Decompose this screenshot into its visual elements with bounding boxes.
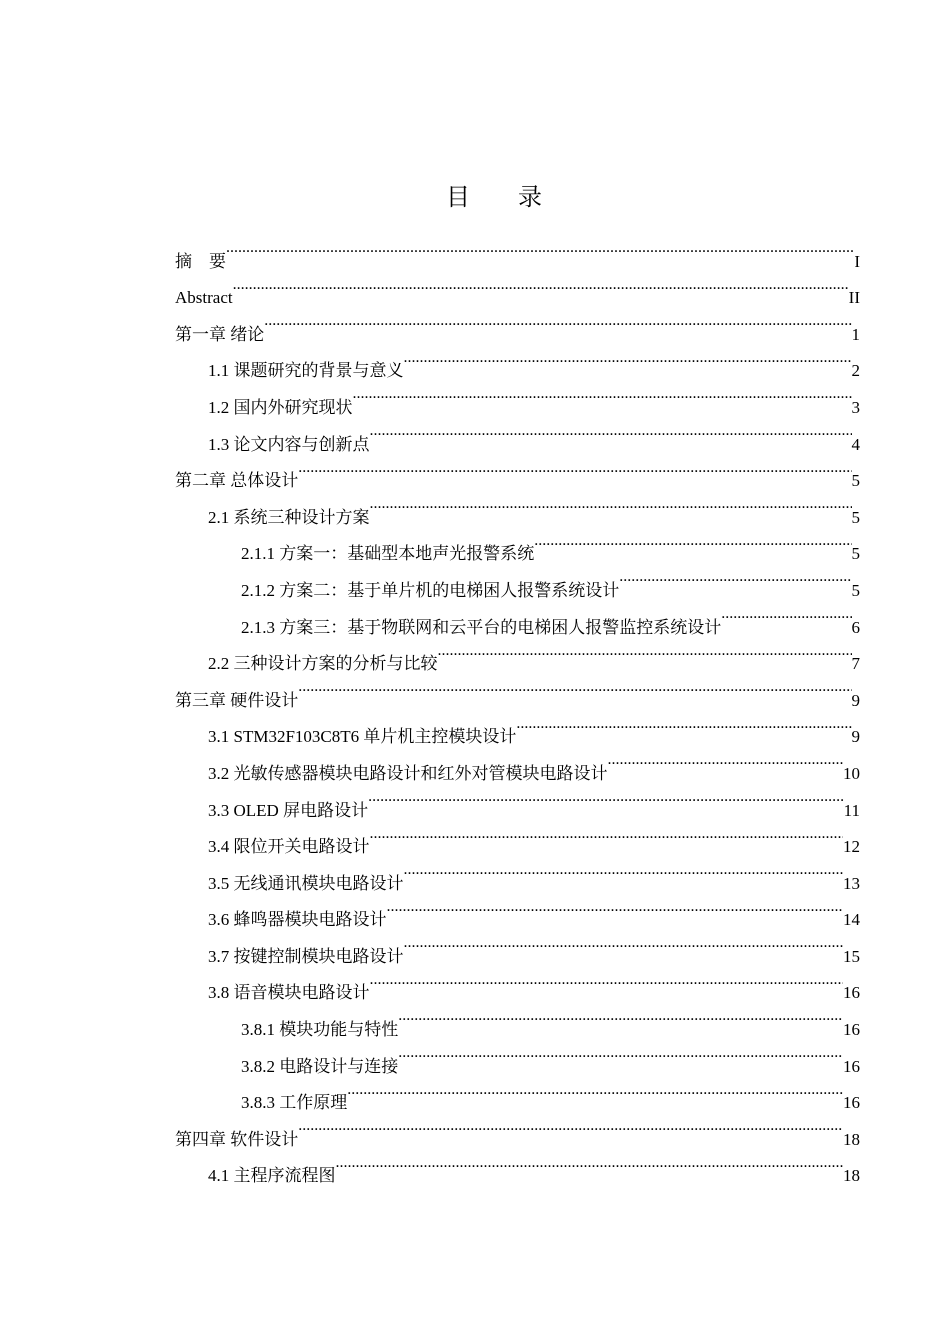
toc-entry-page: 5 (851, 471, 860, 491)
toc-entry-page: 9 (851, 690, 860, 710)
toc-entry-page: 2 (851, 361, 860, 381)
toc-title: 目录 (446, 185, 590, 211)
toc-entry-text: 2.2 三种设计方案的分析与比较 (208, 654, 438, 674)
toc-leader-dots (226, 230, 854, 267)
toc-entry-text: 3.8.3 工作原理 (241, 1093, 348, 1113)
toc-entry-page: 16 (843, 983, 860, 1003)
toc-entry-page: 13 (843, 873, 860, 893)
toc-entry-text: 2.1.1 方案一：基础型本地声光报警系统 (241, 544, 535, 564)
toc-leader-dots (398, 998, 843, 1035)
toc-entry-page: 4 (851, 434, 860, 454)
toc-entry-text: 3.7 按键控制模块电路设计 (208, 946, 404, 966)
toc-entry[interactable] (175, 340, 860, 381)
toc-entry-text: 3.5 无线通讯模块电路设计 (208, 873, 404, 893)
toc-entry-text: 3.8 语音模块电路设计 (208, 983, 370, 1003)
toc-entry-text: 摘 要 (175, 251, 226, 271)
toc-entry-text: 2.1.3 方案三：基于物联网和云平台的电梯困人报警监控系统设计 (241, 617, 722, 637)
toc-entry-text: 第一章 绪论 (175, 324, 265, 344)
toc-leader-dots (398, 1035, 843, 1072)
toc-leader-dots (298, 1108, 843, 1145)
toc-entry-page: 16 (843, 1020, 860, 1040)
toc-entry-page: 16 (843, 1056, 860, 1076)
toc-entry-page: 3 (851, 397, 860, 417)
toc-entry-text: 3.6 蜂鸣器模块电路设计 (208, 910, 387, 930)
toc-entry-page: 15 (843, 946, 860, 966)
toc-leader-dots (370, 816, 844, 853)
toc-entry-text: 第四章 软件设计 (175, 1129, 299, 1149)
toc-leader-dots (370, 413, 852, 450)
toc-leader-dots (404, 852, 844, 889)
toc-entry-page: II (848, 288, 860, 308)
toc-entry[interactable] (175, 267, 860, 308)
toc-entry-text: 3.4 限位开关电路设计 (208, 837, 370, 857)
toc-entry-page: 18 (843, 1129, 860, 1149)
toc-entry-text: 2.1 系统三种设计方案 (208, 507, 370, 527)
toc-entry-text: 3.8.2 电路设计与连接 (241, 1056, 399, 1076)
toc-leader-dots (336, 1145, 844, 1182)
toc-entry-text: 3.3 OLED 屏电路设计 (208, 800, 369, 820)
toc-entry-text: 3.1 STM32F103C8T6 单片机主控模块设计 (208, 727, 517, 747)
toc-list (175, 230, 860, 1186)
toc-entry-page: I (854, 251, 860, 271)
toc-entry[interactable] (175, 230, 860, 271)
toc-entry-text: 3.8.1 模块功能与特性 (241, 1020, 399, 1040)
toc-leader-dots (534, 523, 851, 560)
toc-leader-dots (404, 925, 844, 962)
toc-leader-dots (721, 596, 851, 633)
toc-entry-text: Abstract (175, 288, 233, 308)
toc-leader-dots (516, 706, 851, 743)
toc-leader-dots (608, 742, 844, 779)
toc-entry-page: 10 (843, 763, 860, 783)
toc-entry-text: 1.3 论文内容与创新点 (208, 434, 370, 454)
toc-leader-dots (298, 669, 851, 706)
toc-leader-dots (370, 486, 852, 523)
toc-entry-page: 6 (851, 617, 860, 637)
toc-leader-dots (264, 303, 851, 340)
toc-entry-page: 5 (851, 580, 860, 600)
toc-leader-dots (298, 450, 851, 487)
toc-entry-page: 14 (843, 910, 860, 930)
toc-leader-dots (370, 962, 844, 999)
toc-entry-page: 1 (851, 324, 860, 344)
toc-entry-text: 1.1 课题研究的背景与意义 (208, 361, 404, 381)
toc-entry-page: 11 (843, 800, 860, 820)
toc-entry-text: 第二章 总体设计 (175, 471, 299, 491)
toc-entry-text: 4.1 主程序流程图 (208, 1166, 336, 1186)
toc-entry-page: 9 (851, 727, 860, 747)
toc-entry-page: 5 (851, 544, 860, 564)
toc-leader-dots (387, 889, 844, 926)
toc-leader-dots (347, 1072, 843, 1109)
toc-entry-text: 3.2 光敏传感器模块电路设计和红外对管模块电路设计 (208, 763, 608, 783)
toc-entry[interactable] (175, 303, 860, 344)
toc-entry-page: 5 (851, 507, 860, 527)
toc-entry-text: 第三章 硬件设计 (175, 690, 299, 710)
toc-leader-dots (233, 267, 849, 304)
toc-entry-page: 18 (843, 1166, 860, 1186)
toc-leader-dots (368, 779, 844, 816)
toc-entry-text: 1.2 国内外研究现状 (208, 397, 353, 417)
toc-leader-dots (619, 559, 851, 596)
toc-entry-page: 16 (843, 1093, 860, 1113)
toc-entry-page: 7 (851, 654, 860, 674)
toc-entry-page: 12 (843, 837, 860, 857)
toc-leader-dots (438, 633, 852, 670)
toc-leader-dots (353, 376, 852, 413)
toc-entry-text: 2.1.2 方案二：基于单片机的电梯困人报警系统设计 (241, 580, 620, 600)
toc-leader-dots (404, 340, 852, 377)
